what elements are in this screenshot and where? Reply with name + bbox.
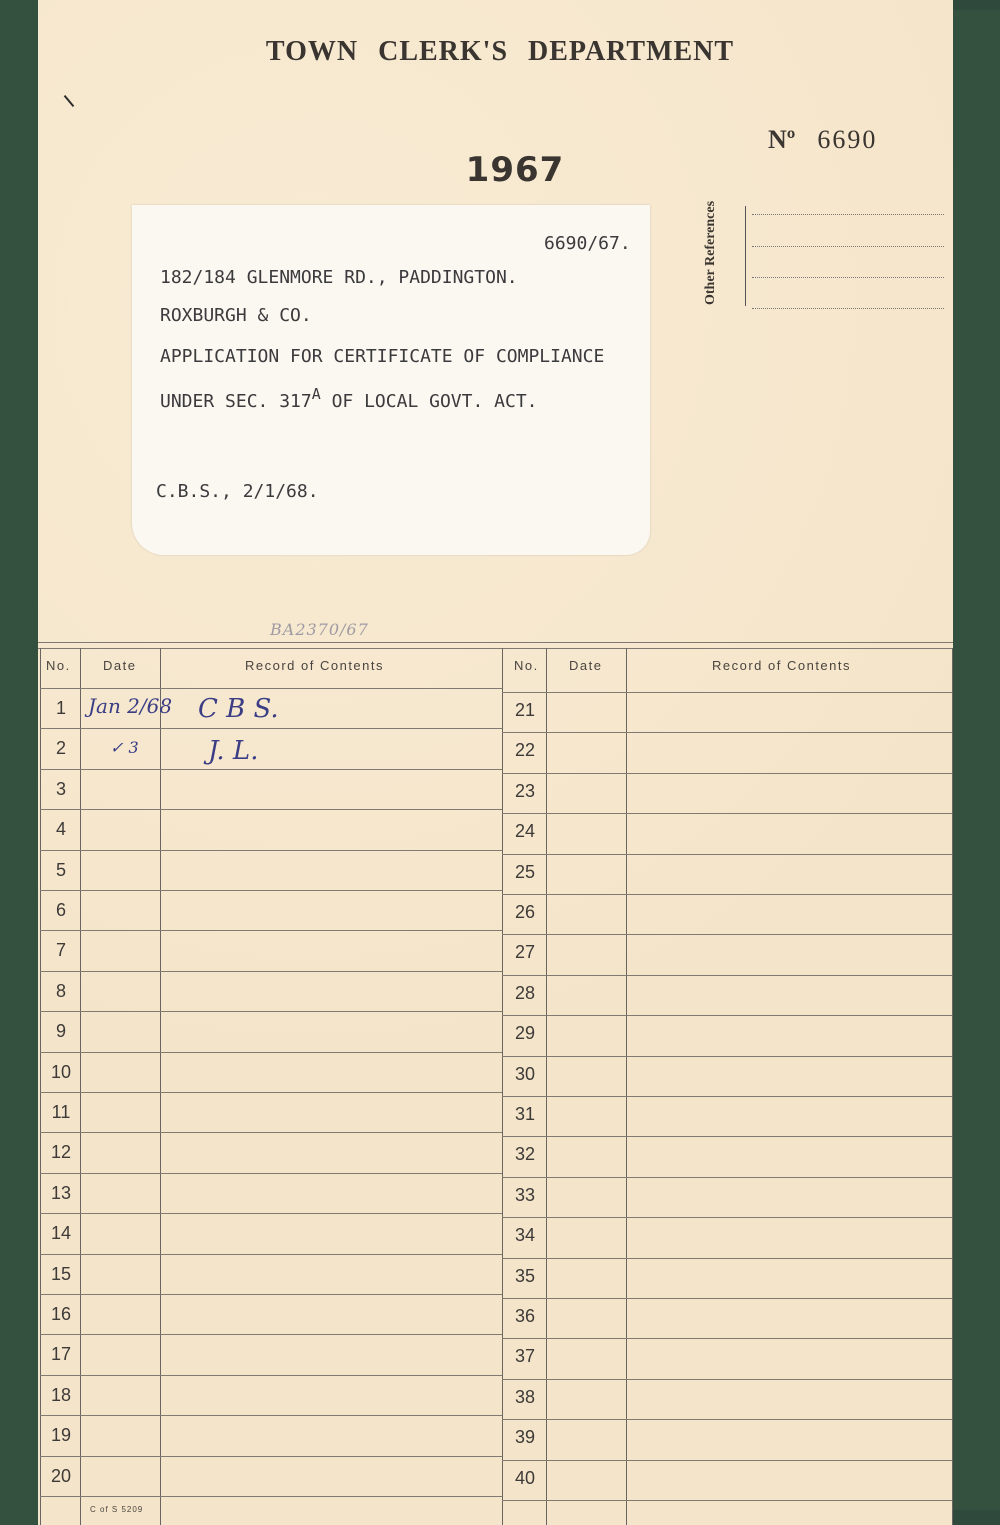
row-number: 18 xyxy=(50,1385,72,1405)
row-number: 22 xyxy=(514,740,536,760)
row-rule xyxy=(502,934,952,935)
reference-line xyxy=(752,277,944,278)
row-number: 2 xyxy=(55,738,66,758)
header-record-left: Record of Contents xyxy=(245,658,385,673)
row-rule xyxy=(502,692,952,693)
row-rule xyxy=(502,1460,952,1461)
row-rule xyxy=(40,1375,502,1376)
row-rule xyxy=(40,1011,502,1012)
reference-line xyxy=(752,214,944,215)
row-number: 20 xyxy=(50,1466,72,1486)
row-number: 8 xyxy=(55,981,66,1001)
card-subject-line-1: APPLICATION FOR CERTIFICATE OF COMPLIANCE xyxy=(160,346,605,367)
table-top-rule xyxy=(38,642,953,643)
row-rule xyxy=(40,1092,502,1093)
row-rule xyxy=(40,890,502,891)
row-number: 17 xyxy=(50,1344,72,1364)
row-rule xyxy=(40,769,502,770)
row-number: 36 xyxy=(514,1306,536,1326)
row-rule xyxy=(40,1132,502,1133)
row-rule xyxy=(40,1294,502,1295)
row-rule xyxy=(40,1173,502,1174)
row-number: 19 xyxy=(50,1425,72,1445)
row-number: 14 xyxy=(50,1223,72,1243)
file-year: 1967 xyxy=(465,150,565,190)
entry-1-date: Jan 2/68 xyxy=(88,694,173,718)
row-number: 1 xyxy=(55,698,66,718)
row-number: 15 xyxy=(50,1264,72,1284)
file-number xyxy=(768,125,877,155)
row-number: 13 xyxy=(50,1183,72,1203)
department-title: TOWN CLERK'S DEPARTMENT xyxy=(265,36,735,67)
reference-line xyxy=(752,308,944,309)
column-rule xyxy=(160,648,161,1525)
row-rule xyxy=(40,850,502,851)
row-number: 37 xyxy=(514,1346,536,1366)
row-number: 25 xyxy=(514,862,536,882)
table-top-rule xyxy=(38,648,953,649)
row-number: 28 xyxy=(514,983,536,1003)
row-rule xyxy=(502,1015,952,1016)
row-number: 31 xyxy=(514,1104,536,1124)
row-number: 33 xyxy=(514,1185,536,1205)
card-address: 182/184 GLENMORE RD., PADDINGTON. xyxy=(160,267,518,288)
entry-2-record: J. L. xyxy=(208,736,259,766)
row-rule xyxy=(40,688,502,689)
row-number: 29 xyxy=(514,1023,536,1043)
row-number: 11 xyxy=(51,1102,71,1122)
number-value: 6690 xyxy=(817,125,878,154)
row-rule xyxy=(502,1177,952,1178)
other-references-label: Other References xyxy=(703,200,718,305)
row-rule xyxy=(40,1334,502,1335)
card-initials-date: C.B.S., 2/1/68. xyxy=(156,481,319,502)
row-number: 5 xyxy=(55,860,66,880)
row-rule xyxy=(502,1056,952,1057)
row-number: 12 xyxy=(50,1142,72,1162)
row-rule xyxy=(40,971,502,972)
row-rule xyxy=(502,1298,952,1299)
row-number: 30 xyxy=(514,1064,536,1084)
row-number: 40 xyxy=(514,1468,536,1488)
row-rule xyxy=(502,732,952,733)
row-rule xyxy=(502,894,952,895)
row-number: 32 xyxy=(514,1144,536,1164)
card-subject-line-2: UNDER SEC. $317^A$ OF LOCAL GOVT. ACT. xyxy=(160,385,538,412)
header-record-right: Record of Contents xyxy=(712,658,852,673)
header-no-right: No. xyxy=(514,658,539,673)
row-rule xyxy=(40,1254,502,1255)
right-binding-strip xyxy=(950,10,1000,1510)
row-number: 24 xyxy=(514,821,536,841)
row-rule xyxy=(502,1419,952,1420)
row-rule xyxy=(40,809,502,810)
entry-2-date: ✓ 3 xyxy=(110,738,139,757)
row-rule xyxy=(502,1379,952,1380)
header-no-left: No. xyxy=(46,658,71,673)
row-rule xyxy=(40,1052,502,1053)
subject-label-card xyxy=(132,205,650,555)
column-rule xyxy=(626,648,627,1525)
row-number: 9 xyxy=(55,1021,66,1041)
row-rule xyxy=(40,1213,502,1214)
entry-1-record: C B S. xyxy=(198,694,279,724)
row-number: 39 xyxy=(514,1427,536,1447)
column-rule xyxy=(502,648,503,1525)
row-rule xyxy=(40,930,502,931)
references-brace xyxy=(745,206,752,306)
row-rule xyxy=(502,975,952,976)
row-rule xyxy=(502,854,952,855)
column-rule xyxy=(546,648,547,1525)
row-number: 16 xyxy=(50,1304,72,1324)
header-date-left: Date xyxy=(103,658,137,673)
row-rule xyxy=(40,1415,502,1416)
row-number: 27 xyxy=(514,942,536,962)
row-number: 23 xyxy=(514,781,536,801)
row-number: 38 xyxy=(514,1387,536,1407)
row-number: 35 xyxy=(514,1266,536,1286)
row-number: 34 xyxy=(514,1225,536,1245)
row-number: 6 xyxy=(55,900,66,920)
row-rule xyxy=(40,1496,502,1497)
number-label: Nº xyxy=(768,125,796,154)
row-number: 3 xyxy=(55,779,66,799)
pencil-reference-note: BA2370/67 xyxy=(270,620,369,639)
row-number: 7 xyxy=(55,940,66,960)
row-rule xyxy=(502,813,952,814)
row-number: 10 xyxy=(50,1062,72,1082)
row-rule xyxy=(502,773,952,774)
row-rule xyxy=(502,1338,952,1339)
header-date-right: Date xyxy=(569,658,603,673)
row-rule xyxy=(502,1258,952,1259)
row-number: 26 xyxy=(514,902,536,922)
row-rule xyxy=(40,728,502,729)
row-rule xyxy=(502,1500,952,1501)
printer-imprint: C of S 5209 xyxy=(90,1505,144,1514)
card-applicant: ROXBURGH & CO. xyxy=(160,305,312,326)
reference-line xyxy=(752,246,944,247)
row-rule xyxy=(502,1136,952,1137)
left-binding-strip xyxy=(0,0,40,1525)
card-reference: 6690/67. xyxy=(544,233,631,254)
row-number: 4 xyxy=(55,819,66,839)
column-rule xyxy=(952,648,953,1525)
row-rule xyxy=(502,1096,952,1097)
row-rule xyxy=(502,1217,952,1218)
row-rule xyxy=(40,1456,502,1457)
row-number: 21 xyxy=(514,700,536,720)
